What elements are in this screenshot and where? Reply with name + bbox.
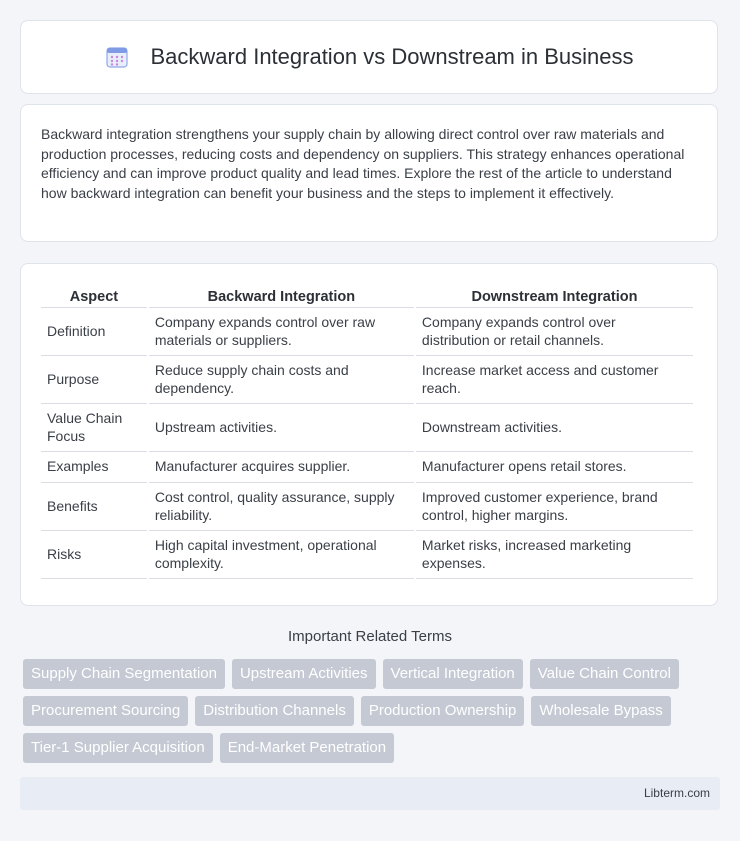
cell-downstream: Downstream activities.: [416, 404, 693, 452]
related-terms-list: [23, 659, 723, 770]
cell-backward: Upstream activities.: [149, 404, 414, 452]
cell-aspect: Examples: [41, 452, 147, 483]
cell-aspect: Definition: [41, 308, 147, 356]
cell-backward: Company expands control over raw materials or suppliers.: [149, 308, 414, 356]
title-card: [20, 20, 718, 94]
cell-aspect: Purpose: [41, 356, 147, 404]
table-header-row: [41, 284, 693, 308]
footer-site-link[interactable]: Libterm.com: [643, 786, 710, 800]
comparison-card: [20, 263, 718, 606]
term-tag[interactable]: Wholesale Bypass: [531, 696, 670, 726]
header-downstream: Downstream Integration: [416, 284, 693, 308]
cell-downstream: Market risks, increased marketing expenses.: [416, 531, 693, 579]
cell-backward: Cost control, quality assurance, supply reliability.: [149, 483, 414, 531]
cell-downstream: Manufacturer opens retail stores.: [416, 452, 693, 483]
term-tag[interactable]: Distribution Channels: [195, 696, 354, 726]
header-aspect: Aspect: [41, 284, 147, 308]
page-title: Backward Integration vs Downstream in Business: [150, 44, 634, 69]
term-tag[interactable]: Tier-1 Supplier Acquisition: [23, 733, 213, 763]
cell-downstream: Company expands control over distribution or retail channels.: [416, 308, 693, 356]
comparison-table: [39, 284, 695, 579]
table-row: [41, 483, 693, 531]
related-terms-heading: Important Related Terms: [288, 628, 452, 645]
table-row: [41, 452, 693, 483]
cell-aspect: Benefits: [41, 483, 147, 531]
table-row: [41, 404, 693, 452]
term-tag[interactable]: Procurement Sourcing: [23, 696, 188, 726]
table-row: [41, 531, 693, 579]
footer: [20, 777, 720, 810]
cell-aspect: Value Chain Focus: [41, 404, 147, 452]
cell-aspect: Risks: [41, 531, 147, 579]
cell-downstream: Improved customer experience, brand control, higher margins.: [416, 483, 693, 531]
cell-backward: High capital investment, operational complexity.: [149, 531, 414, 579]
term-tag[interactable]: End-Market Penetration: [220, 733, 394, 763]
cell-backward: Manufacturer acquires supplier.: [149, 452, 414, 483]
term-tag[interactable]: Value Chain Control: [530, 659, 679, 689]
calendar-grid-icon: [105, 45, 129, 69]
cell-backward: Reduce supply chain costs and dependency.: [149, 356, 414, 404]
term-tag[interactable]: Vertical Integration: [383, 659, 523, 689]
term-tag[interactable]: Supply Chain Segmentation: [23, 659, 225, 689]
cell-downstream: Increase market access and customer reach.: [416, 356, 693, 404]
table-row: [41, 356, 693, 404]
header-backward: Backward Integration: [149, 284, 414, 308]
intro-paragraph: Backward integration strengthens your supply chain by allowing direct control over raw materials and production processes, reducing costs and dependency on suppliers. This strategy enhances operational efficiency and can improve product quality and lead times. Explore the rest of the article to understand how backward integration can benefit your business and the steps to implement it effectively.: [41, 126, 685, 201]
term-tag[interactable]: Production Ownership: [361, 696, 525, 726]
term-tag[interactable]: Upstream Activities: [232, 659, 376, 689]
table-row: [41, 308, 693, 356]
intro-card: [20, 104, 718, 242]
